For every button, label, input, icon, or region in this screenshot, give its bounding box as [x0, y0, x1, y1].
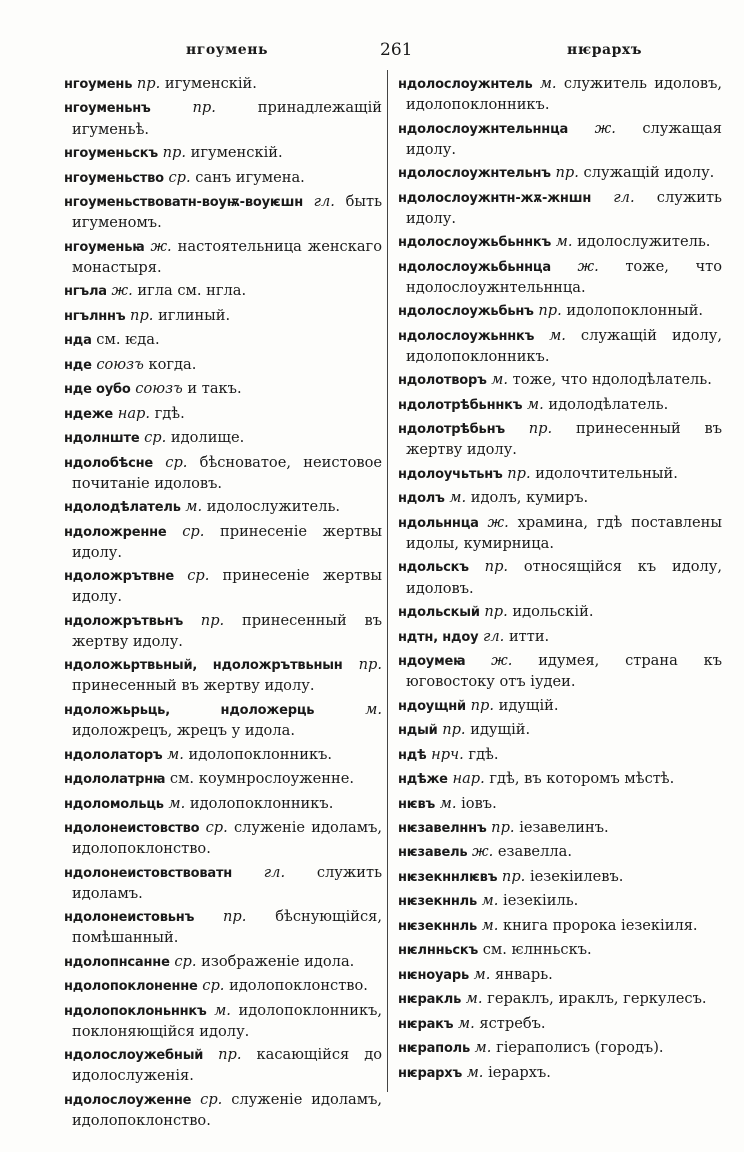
dictionary-entry — [398, 602, 722, 623]
entry-headword: нгоуменьскъ — [64, 146, 158, 162]
entry-grammar: ср. — [182, 522, 205, 540]
entry-grammar: м. — [439, 794, 457, 812]
dictionary-entry — [398, 1014, 722, 1035]
running-head-right: нѥрархъ — [567, 42, 642, 58]
dictionary-entry — [398, 769, 722, 790]
entry-grammar: пр. — [136, 75, 161, 92]
entry-definition: служащій идолу, идолопоклонникъ. — [406, 326, 722, 365]
entry-definition: идольскій. — [512, 603, 594, 621]
entry-definition: принесеніе жертвы идолу. — [72, 522, 382, 561]
entry-headword: ндеже — [64, 406, 114, 422]
entry-definition: служить идолу. — [406, 188, 722, 227]
entry-grammar: м. — [185, 498, 203, 516]
entry-grammar: пр. — [358, 656, 383, 674]
entry-grammar: м. — [549, 326, 566, 344]
entry-grammar: нар. — [452, 770, 485, 788]
entry-grammar: м. — [491, 371, 509, 389]
entry-definition: гдѣ. — [154, 404, 185, 422]
entry-definition: бѣсноватое, неистовое почитаніе идоловъ. — [72, 453, 383, 492]
entry-grammar: м. — [481, 892, 499, 910]
entry-grammar: ж. — [150, 237, 172, 255]
dictionary-entry — [398, 720, 722, 741]
entry-grammar: м. — [365, 700, 382, 718]
dictionary-entry — [398, 513, 722, 554]
entry-grammar: м. — [539, 75, 557, 92]
dictionary-entry — [398, 891, 722, 912]
entry-grammar: м. — [473, 965, 491, 983]
dictionary-entry — [64, 794, 382, 815]
entry-definition: идолодѣлатель. — [548, 395, 669, 413]
entry-grammar: пр. — [484, 603, 508, 621]
dictionary-entry — [398, 74, 722, 115]
entry-definition: принесенный въ жертву идолу. — [72, 677, 315, 695]
dictionary-entry — [64, 769, 382, 790]
dictionary-entry — [398, 989, 722, 1010]
entry-definition: ястребъ. — [479, 1014, 546, 1032]
entry-headword: ндоложренне — [64, 524, 167, 540]
entry-grammar: м. — [466, 1063, 484, 1081]
entry-grammar: м. — [214, 1001, 231, 1019]
entry-headword: ндѣже — [398, 772, 448, 788]
entry-headword: ндолослоужнтельннца — [398, 121, 569, 137]
entry-definition: принесеніе жертвы идолу. — [72, 567, 383, 606]
entry-definition: идолище. — [170, 429, 245, 447]
entry-headword: нѥноуарь — [398, 967, 469, 983]
entry-headword: ндолослоуженне — [64, 1092, 192, 1108]
entry-definition: см. ѥда. — [96, 331, 160, 349]
entry-definition: іезекіилевъ. — [529, 867, 624, 885]
entry-grammar: м. — [555, 233, 573, 251]
entry-headword: ндолъ — [398, 491, 445, 507]
entry-headword: ндоложьрьць, ндоложерць — [64, 702, 315, 718]
entry-grammar: ж. — [487, 513, 509, 531]
entry-headword: нѥвъ — [398, 796, 436, 812]
entry-headword: нгоуменьꙗ — [64, 239, 145, 255]
entry-headword: нѥракль — [398, 992, 462, 1008]
entry-headword: ндоумеꙗ — [398, 653, 466, 669]
entry-headword: нгълннъ — [64, 308, 126, 324]
entry-grammar: ж. — [472, 843, 494, 861]
entry-grammar: пр. — [507, 464, 531, 482]
entry-definition: см. коумнрослоуженне. — [169, 770, 355, 788]
entry-definition: тоже, что ндолослоужнтельннца. — [406, 257, 723, 296]
dictionary-entry — [64, 98, 382, 139]
page-number: 261 — [380, 40, 413, 60]
entry-grammar: ж. — [111, 282, 133, 300]
entry-definition: касающійся до идолослуженія. — [72, 1046, 382, 1085]
dictionary-entry — [64, 522, 382, 563]
entry-definition: гіераполисъ (городъ). — [496, 1039, 664, 1057]
dictionary-entry — [398, 842, 722, 863]
dictionary-entry — [398, 370, 722, 391]
dictionary-entry — [64, 1045, 382, 1086]
entry-headword: нѥзавель — [398, 845, 468, 861]
entry-headword: ндолонеистовствоватн — [64, 865, 233, 881]
dictionary-entry — [398, 867, 722, 888]
dictionary-entry — [64, 74, 382, 95]
entry-grammar: союзъ — [96, 355, 144, 373]
entry-headword: ндолослоужебный — [64, 1048, 204, 1064]
dictionary-entry — [64, 237, 382, 278]
entry-headword: ндоложрътвьнъ — [64, 613, 184, 629]
entry-headword: нгъла — [64, 284, 107, 300]
entry-definition: итти. — [508, 627, 550, 645]
entry-grammar: м. — [449, 489, 467, 507]
entry-definition: изображеніе идола. — [201, 952, 355, 970]
entry-grammar: гл. — [613, 188, 635, 206]
dictionary-entry — [398, 326, 722, 367]
entry-definition: идолослужитель. — [577, 233, 711, 251]
dictionary-entry — [64, 330, 382, 351]
entry-definition: служитель идоловъ, идолопоклонникъ. — [406, 75, 723, 114]
entry-definition: служащій идолу. — [583, 164, 715, 182]
entry-headword: ндолонеистовьнъ — [64, 910, 195, 926]
entry-headword: нде — [64, 357, 92, 373]
entry-definition: іовъ. — [461, 794, 497, 812]
dictionary-entry — [398, 464, 722, 485]
entry-grammar: м. — [526, 395, 544, 413]
dictionary-entry — [64, 745, 382, 766]
dictionary-entry — [398, 818, 722, 839]
entry-headword: ндолослоужьбьннкъ — [398, 235, 552, 251]
dictionary-entry — [64, 655, 382, 696]
dictionary-entry — [398, 745, 722, 766]
entry-grammar: пр. — [528, 420, 553, 438]
entry-headword: ндолослоужнтель — [398, 77, 533, 92]
entry-grammar: пр. — [484, 558, 509, 576]
entry-grammar: пр. — [130, 306, 154, 324]
dictionary-entry — [398, 965, 722, 986]
entry-headword: нѥраполь — [398, 1041, 471, 1057]
entry-headword: нѥзекннль — [398, 894, 477, 910]
entry-definition: идолопоклонникъ. — [189, 794, 334, 812]
entry-headword: ндолопоклоненне — [64, 979, 198, 995]
entry-headword: нѥзавелннъ — [398, 820, 487, 836]
dictionary-entry — [64, 497, 382, 518]
entry-headword: ндололаторъ — [64, 747, 163, 763]
entry-grammar: пр. — [442, 721, 466, 739]
entry-headword: ндолопоклоньннкъ — [64, 1003, 207, 1019]
entry-grammar: пр. — [555, 164, 579, 182]
entry-headword: ндолослоужьбьннца — [398, 259, 551, 275]
entry-definition: игуменскій. — [190, 144, 283, 162]
entry-definition: идущій. — [498, 696, 559, 714]
entry-grammar: гл. — [483, 627, 505, 645]
dictionary-entry — [64, 306, 382, 327]
entry-definition: іезекіиль. — [503, 892, 579, 910]
dictionary-entry — [398, 488, 722, 509]
entry-grammar: гл. — [263, 863, 286, 881]
entry-grammar: ср. — [144, 429, 167, 447]
entry-headword: ндоложьртвьный, ндоложрътвьнын — [64, 658, 343, 674]
entry-grammar: м. — [465, 990, 483, 1008]
entry-grammar: пр. — [470, 696, 494, 714]
entry-headword: ндолотворъ — [398, 373, 487, 389]
dictionary-entry — [398, 627, 722, 648]
entry-definition: идолослужитель. — [206, 498, 341, 516]
entry-grammar: ср. — [200, 1090, 223, 1108]
dictionary-entry — [64, 379, 382, 400]
dictionary-entry — [398, 419, 722, 460]
entry-definition: быть игуменомъ. — [72, 193, 383, 232]
entry-grammar: ж. — [594, 119, 616, 137]
entry-headword: ндолонеистовство — [64, 820, 200, 836]
entry-headword: нгоуменьнъ — [64, 101, 151, 117]
entry-headword: ндолоучьтьнъ — [398, 466, 503, 482]
entry-definition: гдѣ. — [468, 745, 499, 763]
entry-grammar: м. — [474, 1039, 492, 1057]
dictionary-entry — [398, 119, 722, 160]
dictionary-entry — [398, 940, 722, 961]
entry-headword: ндолопнсанне — [64, 954, 170, 970]
entry-definition: храмина, гдѣ поставлены идолы, кумирница. — [406, 513, 722, 552]
dictionary-entry — [64, 453, 382, 494]
dictionary-entry — [64, 281, 382, 302]
dictionary-entry — [64, 952, 382, 973]
running-head — [56, 40, 722, 64]
dictionary-entry — [64, 907, 382, 948]
entry-definition: служеніе идоламъ, идолопоклонство. — [72, 818, 383, 858]
entry-headword: нгоумень — [64, 77, 133, 92]
entry-grammar: м. — [168, 794, 186, 812]
entry-grammar: пр. — [192, 99, 216, 117]
entry-definition: тоже, что ндолодѣлатель. — [512, 371, 712, 389]
running-head-left: нгоумень — [186, 42, 268, 58]
entry-headword: ндолотрѣбьннкъ — [398, 397, 523, 413]
entry-headword: ндоущнй — [398, 698, 466, 714]
entry-definition: служить идоламъ. — [72, 863, 383, 902]
entry-definition: служеніе идоламъ, идолопоклонство. — [72, 1090, 383, 1129]
entry-definition: езавелла. — [497, 843, 572, 861]
entry-grammar: ср. — [165, 453, 188, 471]
entry-headword: ндоломольць — [64, 796, 164, 812]
entry-headword: нде оубо — [64, 382, 131, 398]
dictionary-entry — [64, 428, 382, 449]
entry-definition: книга пророка іезекіиля. — [503, 916, 698, 934]
entry-definition: іезавелинъ. — [519, 818, 609, 836]
entry-definition: принесенный въ жертву идолу. — [406, 420, 723, 459]
entry-definition: принесенный въ жертву идолу. — [72, 611, 383, 650]
entry-headword: ндолослоужнтельнъ — [398, 166, 551, 182]
entry-grammar: пр. — [223, 908, 247, 926]
dictionary-entry — [398, 1063, 722, 1084]
entry-headword: нда — [64, 333, 92, 349]
entry-definition: игуменскій. — [164, 75, 257, 92]
entry-definition: относящійся къ идолу, идоловъ. — [406, 558, 722, 597]
entry-headword: ндоложрътвне — [64, 569, 175, 585]
entry-definition: идолопоклонство. — [229, 977, 368, 995]
entry-definition: іерархъ. — [488, 1063, 551, 1081]
entry-headword: нгоуменьство — [64, 170, 164, 186]
entry-definition: санъ игумена. — [195, 168, 305, 186]
dictionary-entry — [398, 916, 722, 937]
entry-definition: идумея, страна къ юговостоку отъ іудеи. — [406, 651, 722, 691]
dictionary-entry — [64, 700, 382, 741]
dictionary-entry — [64, 168, 382, 189]
entry-definition: игла см. нгла. — [137, 282, 247, 300]
entry-definition: идолопоклонникъ, поклоняющійся идолу. — [72, 1001, 383, 1040]
entry-headword: нѥрархъ — [398, 1065, 463, 1081]
entry-headword: ндолослоужьбьнъ — [398, 304, 534, 320]
entry-grammar: ж. — [491, 651, 513, 669]
entry-definition: и такъ. — [187, 380, 242, 398]
entry-definition: гераклъ, ираклъ, геркулесъ. — [487, 990, 707, 1008]
dictionary-entry — [398, 696, 722, 717]
entry-headword: ндолнште — [64, 431, 140, 447]
entry-grammar: нар. — [117, 404, 150, 422]
entry-grammar: м. — [458, 1014, 475, 1032]
entry-definition: когда. — [148, 355, 197, 373]
entry-definition: идолочтительный. — [535, 464, 678, 482]
dictionary-entry — [64, 1090, 382, 1131]
entry-grammar: ср. — [187, 567, 210, 585]
dictionary-entry — [398, 163, 722, 184]
entry-headword: ндолодѣлатель — [64, 500, 181, 516]
dictionary-entry — [64, 355, 382, 376]
entry-definition: идоложрецъ, жрецъ у идола. — [72, 722, 295, 740]
dictionary-entry — [64, 818, 382, 859]
left-column — [64, 74, 382, 1134]
entry-headword: ндолослоужьннкъ — [398, 328, 535, 344]
entry-headword: ндолобѣсне — [64, 455, 154, 471]
dictionary-entry — [64, 192, 382, 233]
entry-headword: нѥракъ — [398, 1016, 454, 1032]
entry-grammar: пр. — [218, 1046, 242, 1064]
entry-grammar: ж. — [577, 257, 599, 275]
entry-grammar: пр. — [162, 144, 186, 162]
entry-headword: ндолослоужнтн-жѫ-жншн — [398, 190, 592, 206]
entry-definition: бѣснующійся, помѣшанный. — [72, 908, 382, 947]
dictionary-entry — [64, 863, 382, 904]
dictionary-entry — [64, 404, 382, 425]
entry-headword: нѥзекннль — [398, 918, 477, 934]
dictionary-entry — [64, 611, 382, 652]
entry-headword: ндѣ — [398, 747, 427, 763]
entry-definition: гдѣ, въ которомъ мѣстѣ. — [489, 770, 675, 788]
entry-headword: ндольннца — [398, 515, 479, 531]
entry-headword: нгоуменьствоватн-воуѭ-воуѥшн — [64, 195, 303, 211]
entry-definition: идущій. — [470, 721, 531, 739]
dictionary-entry — [398, 651, 722, 692]
entry-grammar: ср. — [205, 818, 228, 836]
entry-definition: служащая идолу. — [406, 119, 722, 158]
entry-grammar: пр. — [491, 818, 515, 836]
dictionary-entry — [64, 143, 382, 164]
entry-grammar: ср. — [174, 952, 197, 970]
entry-definition: настоятельница женскаго монастыря. — [72, 237, 382, 276]
entry-grammar: нрч. — [431, 745, 464, 763]
dictionary-entry — [64, 976, 382, 997]
dictionary-entry — [64, 566, 382, 607]
dictionary-entry — [398, 257, 722, 298]
entry-definition: январь. — [495, 965, 553, 983]
dictionary-entry — [398, 232, 722, 253]
entry-headword: нѥзекннлѥвъ — [398, 869, 498, 885]
dictionary-entry — [398, 188, 722, 229]
entry-grammar: ср. — [202, 977, 225, 995]
entry-headword: ндольскъ — [398, 560, 469, 576]
entry-headword: ндый — [398, 723, 438, 739]
column-divider — [387, 70, 388, 1092]
dictionary-entry — [64, 1001, 382, 1042]
entry-headword: ндолотрѣбьнъ — [398, 422, 505, 438]
entry-definition: см. ѥлнньскъ. — [482, 941, 592, 959]
entry-grammar: пр. — [538, 302, 562, 320]
entry-definition: идолопоклонникъ. — [188, 745, 333, 763]
entry-grammar: м. — [481, 916, 499, 934]
entry-headword: нѥлнньскъ — [398, 943, 479, 959]
entry-grammar: гл. — [313, 193, 335, 211]
dictionary-entry — [398, 794, 722, 815]
dictionary-entry — [398, 395, 722, 416]
entry-grammar: ср. — [168, 168, 191, 186]
entry-headword: ндольскый — [398, 605, 480, 621]
entry-definition: идолопоклонный. — [566, 302, 704, 320]
entry-grammar: пр. — [200, 611, 225, 629]
right-column — [398, 74, 722, 1087]
entry-headword: ндтн, ндоу — [398, 629, 479, 645]
dictionary-entry — [398, 301, 722, 322]
entry-definition: иглиный. — [158, 306, 231, 324]
dictionary-entry — [398, 1038, 722, 1059]
entry-grammar: союзъ — [135, 380, 183, 398]
dictionary-entry — [398, 557, 722, 598]
entry-grammar: пр. — [501, 867, 526, 885]
entry-headword: ндололатрнꙗ — [64, 772, 166, 788]
entry-definition: принадлежащій игуменьѣ. — [72, 99, 382, 138]
entry-grammar: м. — [167, 745, 184, 763]
entry-definition: идолъ, кумиръ. — [470, 489, 589, 507]
